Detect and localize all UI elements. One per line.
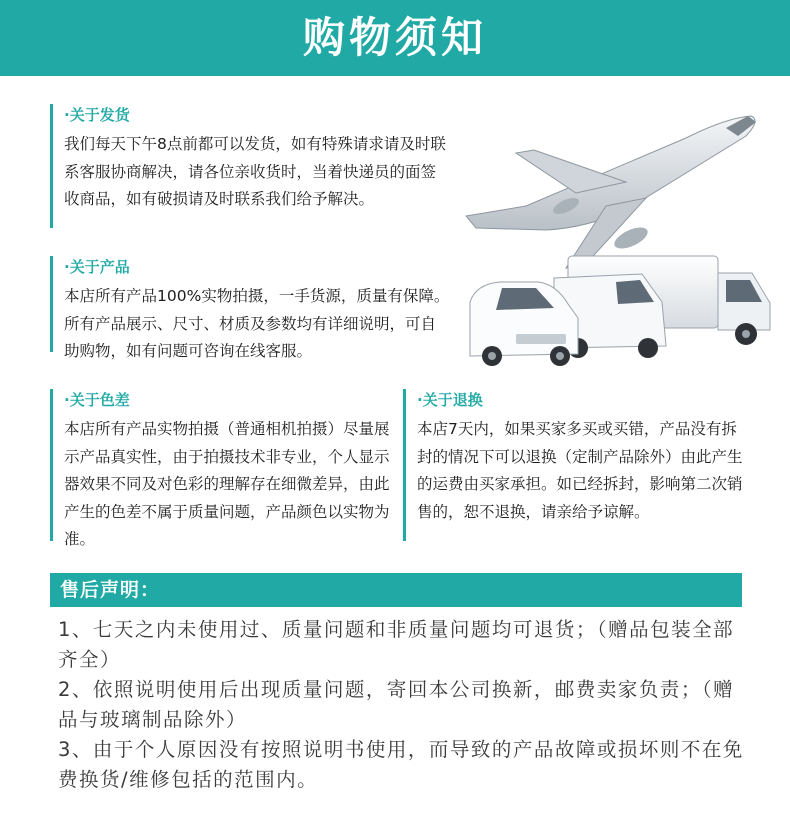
section-return bbox=[403, 389, 748, 541]
section-heading: ·关于色差 bbox=[64, 391, 130, 409]
list-item: 2、依照说明使用后出现质量问题，寄回本公司换新，邮费卖家负责；（赠品与玻璃制品除外） bbox=[58, 678, 735, 731]
after-sales-header bbox=[50, 573, 742, 607]
section-accent-bar bbox=[50, 256, 53, 352]
section-body: 本店7天内，如果买家多买或买错，产品没有拆封的情况下可以退换（定制产品除外）由此产生的运费由买家承担。如已经拆封，影响第二次销售的，恕不退换，请亲给予谅解。 bbox=[417, 420, 743, 521]
page-title: 购物须知 bbox=[302, 13, 487, 62]
section-accent-bar bbox=[403, 389, 406, 541]
section-body: 本店所有产品实物拍摄（普通相机拍摄）尽量展示产品真实性，由于拍摄技术非专业，个人显示器效果不同及对色彩的理解存在细微差异，由此产生的色差不属于质量问题，产品颜色以实物为准。 bbox=[64, 420, 390, 548]
section-heading: ·关于发货 bbox=[64, 106, 130, 124]
section-heading: ·关于产品 bbox=[64, 258, 130, 276]
header-banner bbox=[0, 0, 790, 76]
section-accent-bar bbox=[50, 104, 53, 228]
section-shipping bbox=[50, 104, 450, 228]
after-sales-title: 售后声明： bbox=[60, 579, 161, 601]
section-heading: ·关于退换 bbox=[417, 391, 483, 409]
airplane-icon bbox=[466, 116, 756, 268]
section-product bbox=[50, 256, 450, 360]
minivan-icon bbox=[470, 282, 578, 366]
delivery-illustration bbox=[456, 98, 776, 373]
after-sales-list bbox=[58, 615, 748, 795]
section-body: 本店所有产品100%实物拍摄，一手货源，质量有保障。所有产品展示、尺寸、材质及参数均有详细说明，可自助购物，如有问题可咨询在线客服。 bbox=[64, 287, 450, 360]
section-accent-bar bbox=[50, 389, 53, 541]
list-item: 3、由于个人原因没有按照说明书使用，而导致的产品故障或损坏则不在免费换货/维修包括的范围内。 bbox=[58, 738, 744, 791]
section-color bbox=[50, 389, 390, 548]
section-body: 我们每天下午8点前都可以发货，如有特殊请求请及时联系客服协商解决，请各位亲收货时，当着快递员的面签收商品，如有破损请及时联系我们给予解决。 bbox=[64, 135, 446, 208]
list-item: 1、七天之内未使用过、质量问题和非质量问题均可退货；（赠品包装全部齐全） bbox=[58, 618, 735, 671]
